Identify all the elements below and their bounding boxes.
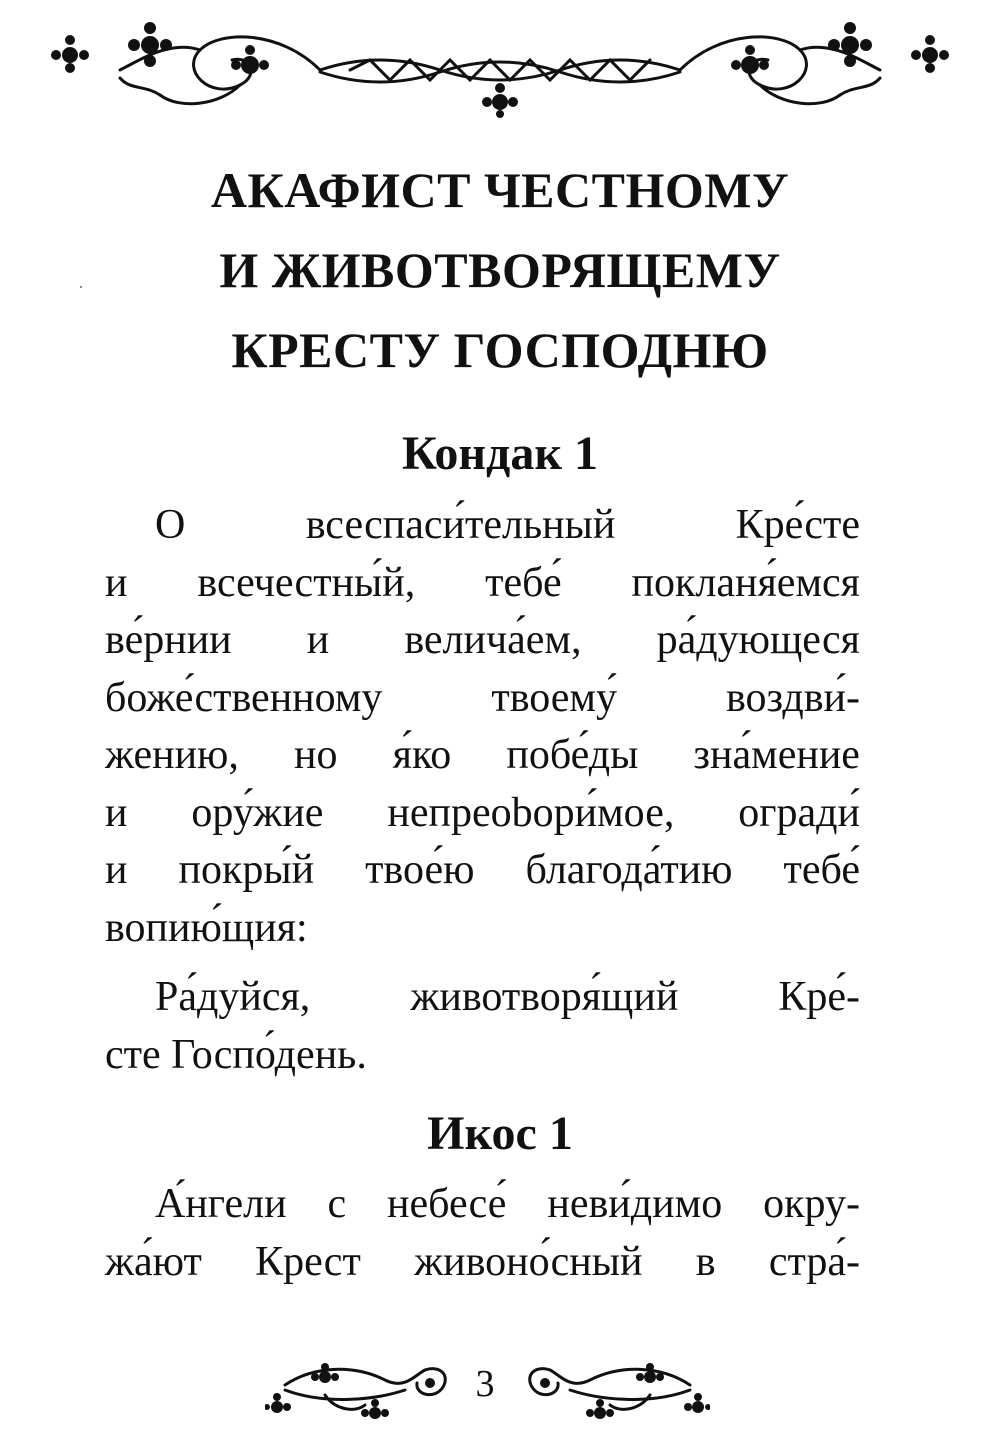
bottom-right-floral-ornament-icon xyxy=(520,1345,710,1425)
word: всеспаси́тельный xyxy=(305,502,616,548)
word: Ра́дуйся, xyxy=(155,974,311,1020)
word: и xyxy=(306,617,330,663)
word: тебе́ xyxy=(485,559,562,606)
word: ра́дующеся xyxy=(656,617,860,663)
word: покры́й xyxy=(178,847,315,893)
word: в xyxy=(695,1238,716,1285)
word: твое́ю xyxy=(365,847,475,893)
word: огради́ xyxy=(738,789,860,836)
text-line xyxy=(105,785,860,843)
word: жа́ют xyxy=(105,1238,202,1285)
text-line xyxy=(105,969,860,1027)
text-line xyxy=(105,727,860,785)
text-line xyxy=(105,900,860,958)
word: побе́ды xyxy=(506,732,639,778)
text-line xyxy=(105,1176,860,1234)
text-line xyxy=(105,670,860,728)
word: Кре́сте xyxy=(735,502,860,548)
page-number: 3 xyxy=(475,1363,495,1405)
word: и xyxy=(105,559,128,606)
word: Кре́- xyxy=(778,974,860,1020)
word: стра́- xyxy=(768,1238,860,1285)
word: воздви́- xyxy=(725,674,860,721)
kondak-refrain xyxy=(105,969,860,1084)
text-line xyxy=(105,1234,860,1292)
word: ве́рнии xyxy=(105,617,232,663)
word: Крест xyxy=(255,1238,361,1285)
ikos-text xyxy=(105,1176,860,1291)
text-line xyxy=(105,555,860,613)
word: с xyxy=(327,1181,347,1227)
text-line xyxy=(105,842,860,900)
word: О xyxy=(155,502,186,548)
word: боже́ственному xyxy=(105,674,383,721)
top-floral-ornament-icon xyxy=(50,10,950,120)
kondak-text xyxy=(105,497,860,957)
word: всечестны́й, xyxy=(197,559,416,606)
title-line: АКАФИСТ ЧЕСТНОМУ xyxy=(210,162,790,218)
word: и xyxy=(105,847,128,893)
word: жению, xyxy=(105,732,239,778)
word: живоно́сный xyxy=(414,1238,643,1285)
word: окру- xyxy=(763,1181,860,1227)
word: А́нгели xyxy=(155,1181,287,1227)
word: я́ко xyxy=(392,732,452,778)
word: зна́мение xyxy=(693,732,860,778)
word: велича́ем, xyxy=(404,617,582,663)
word: благода́тию xyxy=(525,847,733,893)
word: сте Госпо́день. xyxy=(105,1031,367,1078)
word: тебе́ xyxy=(783,847,860,893)
title-line: КРЕСТУ ГОСПОДНЮ xyxy=(231,322,769,378)
kondak-heading: Кондак 1 xyxy=(401,427,598,480)
word: твоему́ xyxy=(491,674,618,721)
word: неви́димо xyxy=(547,1181,723,1227)
word: небесе́ xyxy=(387,1181,507,1227)
word: животворя́щий xyxy=(410,974,679,1020)
word: вопию́щия: xyxy=(105,904,308,951)
word: и xyxy=(105,789,128,836)
bottom-left-floral-ornament-icon xyxy=(265,1345,455,1425)
word: но xyxy=(294,732,338,778)
page-title xyxy=(60,150,940,390)
text-line xyxy=(105,612,860,670)
text-line xyxy=(105,497,860,555)
word: ору́жие xyxy=(191,789,324,836)
word: покланя́емся xyxy=(631,559,860,606)
word: непреobори́мое, xyxy=(387,789,675,836)
title-line: И ЖИВОТВОРЯЩЕМУ xyxy=(219,242,781,298)
ikos-heading: Икос 1 xyxy=(427,1107,573,1160)
text-line xyxy=(105,1027,860,1085)
